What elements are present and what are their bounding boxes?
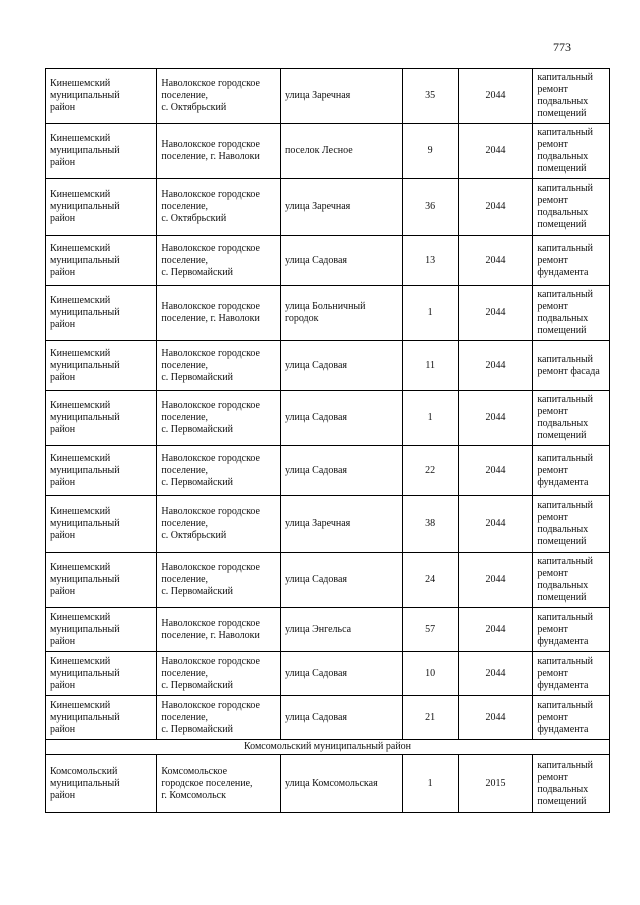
section-header-row: [46, 740, 610, 755]
table-row: [46, 179, 610, 236]
district-cell: Кинешемский муниципальный район: [46, 696, 157, 740]
repair-schedule-table: [45, 68, 610, 813]
street-cell: поселок Лесное: [280, 124, 402, 179]
house-number-cell: 1: [402, 286, 458, 341]
kineshma-rows: [46, 69, 610, 740]
district-cell: Кинешемский муниципальный район: [46, 179, 157, 236]
year-cell: 2044: [458, 236, 533, 286]
settlement-cell: Наволокское городское поселение, г. Наволоки: [157, 124, 281, 179]
district-cell: Кинешемский муниципальный район: [46, 496, 157, 553]
settlement-cell: Наволокское городское поселение, с. Первомайский: [157, 696, 281, 740]
settlement-cell: Наволокское городское поселение, с. Октябрьский: [157, 496, 281, 553]
house-number-cell: 38: [402, 496, 458, 553]
house-number-cell: 57: [402, 608, 458, 652]
street-cell: улица Заречная: [280, 69, 402, 124]
house-number-cell: 10: [402, 652, 458, 696]
district-cell: Кинешемский муниципальный район: [46, 553, 157, 608]
district-cell: Кинешемский муниципальный район: [46, 124, 157, 179]
year-cell: 2044: [458, 341, 533, 391]
work-type-cell: капитальный ремонт подвальных помещений: [533, 496, 610, 553]
work-type-cell: капитальный ремонт фундамента: [533, 608, 610, 652]
komsomolsk-rows: [46, 755, 610, 813]
section-title: Комсомольский муниципальный район: [46, 740, 610, 755]
house-number-cell: 24: [402, 553, 458, 608]
street-cell: улица Садовая: [280, 652, 402, 696]
district-cell: Кинешемский муниципальный район: [46, 69, 157, 124]
house-number-cell: 21: [402, 696, 458, 740]
street-cell: улица Садовая: [280, 341, 402, 391]
settlement-cell: Наволокское городское поселение, с. Октябрьский: [157, 179, 281, 236]
house-number-cell: 13: [402, 236, 458, 286]
work-type-cell: капитальный ремонт подвальных помещений: [533, 755, 610, 813]
street-cell: улица Садовая: [280, 553, 402, 608]
table-row: [46, 446, 610, 496]
district-cell: Комсомольский муниципальный район: [46, 755, 157, 813]
table-row: [46, 553, 610, 608]
work-type-cell: капитальный ремонт фундамента: [533, 236, 610, 286]
section-komsomolsk: [46, 740, 610, 755]
table-row: [46, 652, 610, 696]
year-cell: 2044: [458, 69, 533, 124]
settlement-cell: Наволокское городское поселение, с. Первомайский: [157, 553, 281, 608]
house-number-cell: 1: [402, 391, 458, 446]
table-row: [46, 236, 610, 286]
work-type-cell: капитальный ремонт подвальных помещений: [533, 286, 610, 341]
year-cell: 2015: [458, 755, 533, 813]
settlement-cell: Наволокское городское поселение, г. Наволоки: [157, 286, 281, 341]
page-number: 773: [553, 40, 571, 54]
street-cell: улица Садовая: [280, 236, 402, 286]
settlement-cell: Наволокское городское поселение, г. Наволоки: [157, 608, 281, 652]
work-type-cell: капитальный ремонт подвальных помещений: [533, 124, 610, 179]
district-cell: Кинешемский муниципальный район: [46, 286, 157, 341]
settlement-cell: Наволокское городское поселение, с. Первомайский: [157, 236, 281, 286]
year-cell: 2044: [458, 496, 533, 553]
street-cell: улица Комсомольская: [280, 755, 402, 813]
year-cell: 2044: [458, 124, 533, 179]
year-cell: 2044: [458, 391, 533, 446]
house-number-cell: 22: [402, 446, 458, 496]
table-row: [46, 696, 610, 740]
settlement-cell: Наволокское городское поселение, с. Первомайский: [157, 341, 281, 391]
work-type-cell: капитальный ремонт подвальных помещений: [533, 69, 610, 124]
year-cell: 2044: [458, 696, 533, 740]
work-type-cell: капитальный ремонт подвальных помещений: [533, 179, 610, 236]
street-cell: улица Заречная: [280, 496, 402, 553]
district-cell: Кинешемский муниципальный район: [46, 608, 157, 652]
work-type-cell: капитальный ремонт фундамента: [533, 696, 610, 740]
year-cell: 2044: [458, 179, 533, 236]
district-cell: Кинешемский муниципальный район: [46, 341, 157, 391]
district-cell: Кинешемский муниципальный район: [46, 236, 157, 286]
district-cell: Кинешемский муниципальный район: [46, 652, 157, 696]
street-cell: улица Заречная: [280, 179, 402, 236]
table-row: [46, 608, 610, 652]
table-row: [46, 496, 610, 553]
house-number-cell: 35: [402, 69, 458, 124]
house-number-cell: 36: [402, 179, 458, 236]
table-row: [46, 124, 610, 179]
settlement-cell: Наволокское городское поселение, с. Первомайский: [157, 391, 281, 446]
house-number-cell: 1: [402, 755, 458, 813]
house-number-cell: 11: [402, 341, 458, 391]
settlement-cell: Наволокское городское поселение, с. Первомайский: [157, 652, 281, 696]
year-cell: 2044: [458, 446, 533, 496]
street-cell: улица Энгельса: [280, 608, 402, 652]
settlement-cell: Комсомольское городское поселение, г. Комсомольск: [157, 755, 281, 813]
work-type-cell: капитальный ремонт фундамента: [533, 446, 610, 496]
year-cell: 2044: [458, 553, 533, 608]
year-cell: 2044: [458, 608, 533, 652]
work-type-cell: капитальный ремонт подвальных помещений: [533, 391, 610, 446]
table-row: [46, 755, 610, 813]
street-cell: улица Садовая: [280, 391, 402, 446]
year-cell: 2044: [458, 286, 533, 341]
district-cell: Кинешемский муниципальный район: [46, 391, 157, 446]
street-cell: улица Больничный городок: [280, 286, 402, 341]
work-type-cell: капитальный ремонт фундамента: [533, 652, 610, 696]
year-cell: 2044: [458, 652, 533, 696]
settlement-cell: Наволокское городское поселение, с. Октябрьский: [157, 69, 281, 124]
table-row: [46, 286, 610, 341]
table-row: [46, 341, 610, 391]
street-cell: улица Садовая: [280, 446, 402, 496]
table-row: [46, 69, 610, 124]
table-row: [46, 391, 610, 446]
house-number-cell: 9: [402, 124, 458, 179]
street-cell: улица Садовая: [280, 696, 402, 740]
settlement-cell: Наволокское городское поселение, с. Первомайский: [157, 446, 281, 496]
district-cell: Кинешемский муниципальный район: [46, 446, 157, 496]
work-type-cell: капитальный ремонт подвальных помещений: [533, 553, 610, 608]
work-type-cell: капитальный ремонт фасада: [533, 341, 610, 391]
